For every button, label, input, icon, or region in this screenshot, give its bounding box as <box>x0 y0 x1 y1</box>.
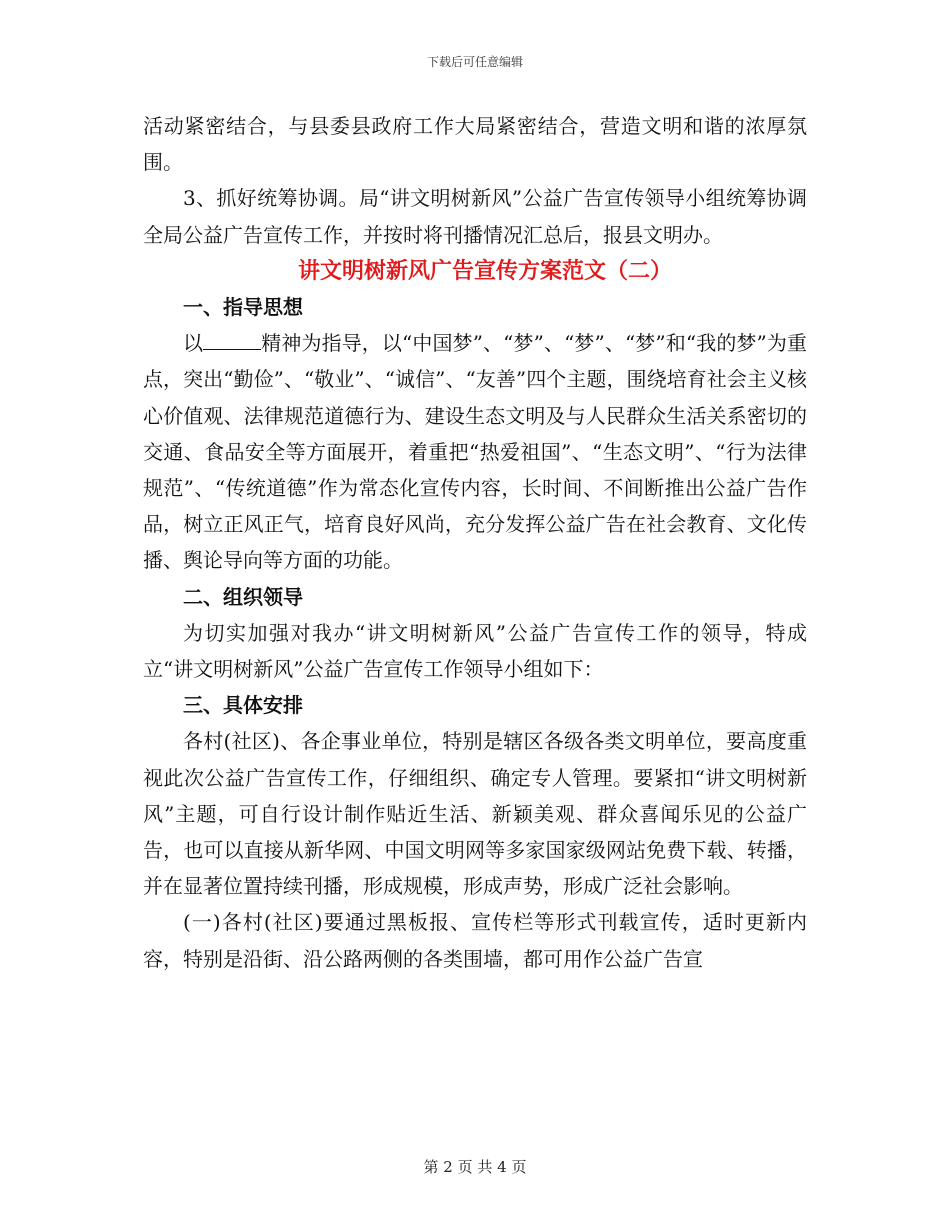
heading-organization: 二、组织领导 <box>183 584 303 609</box>
heading-guiding-ideology: 一、指导思想 <box>183 295 303 320</box>
paragraph-point-3: 3、抓好统筹协调。局“讲文明树新风”公益广告宣传领导小组统筹协调全局公益广告宣传工作，并按时将刊播情况汇总后，报县文明办。 <box>143 186 807 247</box>
document-body <box>143 108 807 977</box>
paragraph-arrangement: 各村(社区)、各企事业单位，特别是辖区各级各类文明单位，要高度重视此次公益广告宣传工作，仔细组织、确定专人管理。要紧扣“讲文明树新风”主题，可自行设计制作贴近生活、新颖美观、群众喜闻乐见的公益广告，也可以直接从新华网、中国文明网等多家国家级网站免费下载、转播，并在显著位置持续刊播，形成规模，形成声势，形成广泛社会影响。 <box>143 729 807 899</box>
page-footer: 第 2 页 共 4 页 <box>423 1158 527 1176</box>
paragraph-guiding-ideology <box>143 325 807 578</box>
heading-arrangement: 三、具体安排 <box>183 693 303 718</box>
page-header: 下载后可任意编辑 <box>426 55 523 69</box>
section-title: 讲文明树新风广告宣传方案范文（二） <box>297 257 672 284</box>
text-after-blank: 精神为指导，以“中国梦”、“梦”、“梦”、“梦”和“我的梦”为重点，突出“勤俭”、“敬业”、“诚信”、“友善”四个主题，围绕培育社会主义核心价值观、法律规范道德行为、建设生态文明及与人民群众生活关系密切的交通、食品安全等方面展开，着重把“热爱祖国”、“生态文明”、“行为法律规范”、“传统道德”作为常态化宣传内容，长时间、不间断推出公益广告作品，树立正风正气，培育良好风尚，充分发挥公益广告在社会教育、文化传播、舆论导向等方面的功能。 <box>143 331 808 573</box>
text-before-blank: 以 <box>183 331 204 356</box>
paragraph-intro: 活动紧密结合，与县委县政府工作大局紧密结合，营造文明和谐的浓厚氛围。 <box>143 114 807 175</box>
fill-in-blank <box>203 331 261 350</box>
paragraph-organization: 为切实加强对我办“讲文明树新风”公益广告宣传工作的领导，特成立“讲文明树新风”公益广告宣传工作领导小组如下： <box>143 620 807 682</box>
paragraph-arrangement-1: (一)各村(社区)要通过黑板报、宣传栏等形式刊载宣传，适时更新内容，特别是沿街、沿公路两侧的各类围墙，都可用作公益广告宣 <box>143 910 807 971</box>
